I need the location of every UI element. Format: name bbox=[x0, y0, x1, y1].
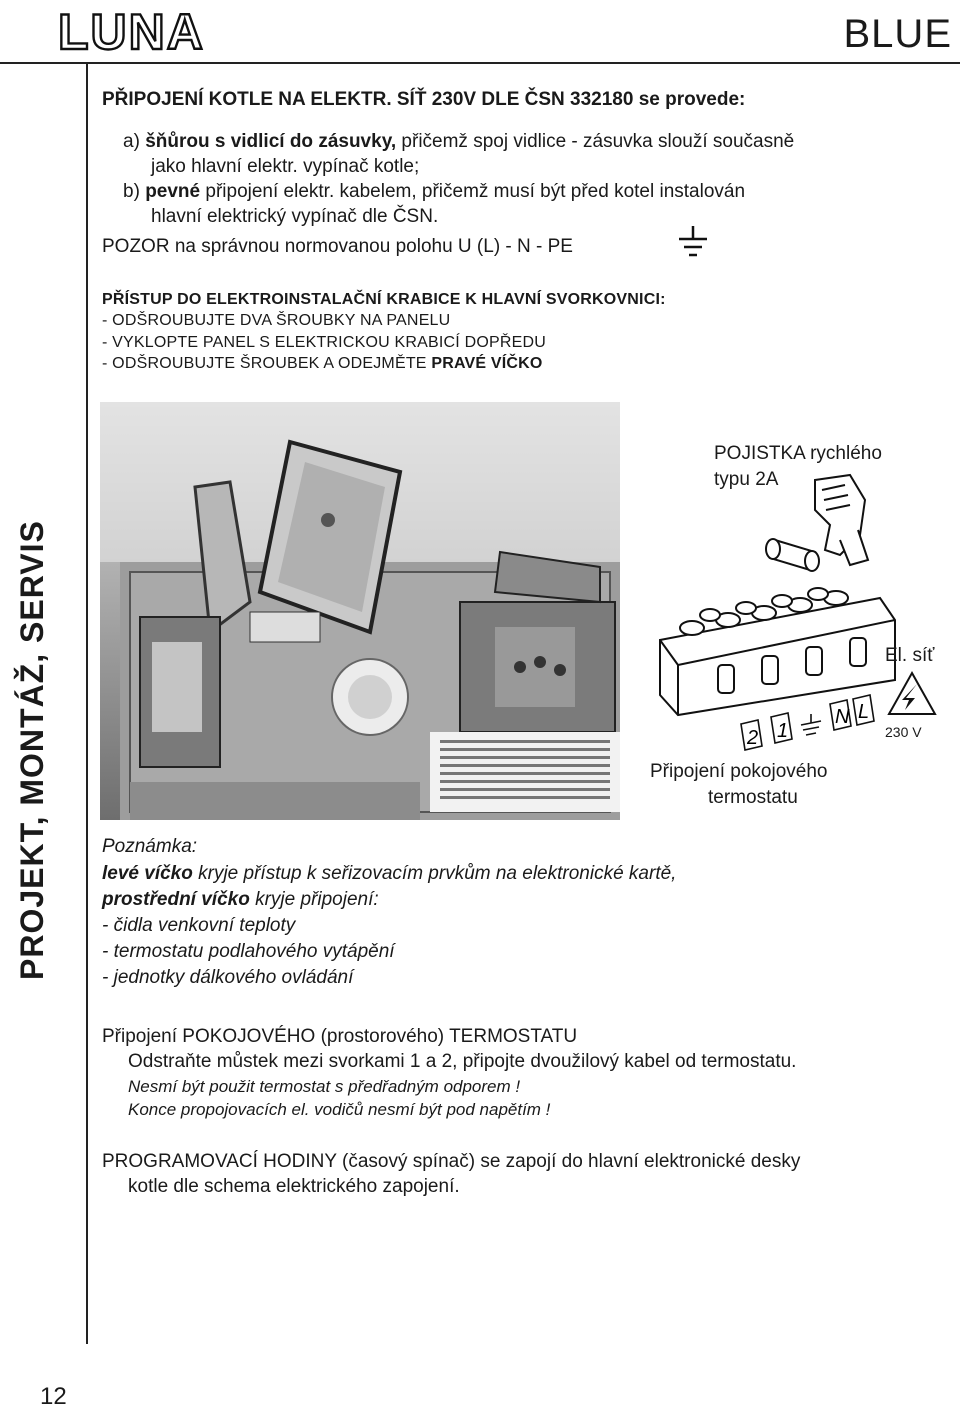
high-voltage-warning-icon bbox=[886, 670, 938, 723]
thermostat-connection-label-line1: Připojení pokojového bbox=[650, 761, 828, 782]
fuse-label-line2: typu 2A bbox=[714, 469, 779, 490]
header-rule bbox=[0, 62, 960, 64]
thermostat-section-title: Připojení POKOJOVÉHO (prostorového) TERMOSTATU bbox=[102, 1026, 578, 1047]
terminal-1: 1 bbox=[777, 720, 789, 742]
option-b: b) pevné připojení elektr. kabelem, přičemž musí být před kotel instalován bbox=[123, 181, 746, 202]
step-1: - ODŠROUBUJTE DVA ŠROUBKY NA PANELU bbox=[102, 312, 451, 329]
step-2: - VYKLOPTE PANEL S ELEKTRICKOU KRABICÍ DOPŘEDU bbox=[102, 334, 546, 351]
option-a-cont: jako hlavní elektr. vypínač kotle; bbox=[151, 156, 420, 177]
note-line-2: prostřední víčko kryje připojení: bbox=[102, 889, 379, 910]
boiler-electrical-box-photo bbox=[100, 402, 620, 820]
series-title: BLUE bbox=[843, 12, 952, 56]
note-item-1: - čidla venkovní teploty bbox=[102, 915, 296, 936]
polarity-warning: POZOR na správnou normovanou polohu U (L) - N - PE bbox=[102, 236, 573, 257]
mains-label: El. síť bbox=[885, 645, 935, 666]
terminal-2: 2 bbox=[747, 727, 759, 749]
thermostat-connection-label-line2: termostatu bbox=[708, 787, 798, 808]
margin-rule bbox=[86, 64, 88, 1344]
option-a: a) šňůrou s vidlicí do zásuvky, přičemž spoj vidlice - zásuvka slouží současně bbox=[123, 131, 795, 152]
terminal-labels bbox=[738, 692, 878, 757]
voltage-label: 230 V bbox=[885, 724, 922, 740]
timer-line-1: PROGRAMOVACÍ HODINY (časový spínač) se zapojí do hlavní elektronické desky bbox=[102, 1151, 801, 1172]
logo-text: LUNA bbox=[58, 4, 205, 60]
page-number: 12 bbox=[40, 1383, 67, 1410]
terminal-n: N bbox=[835, 706, 850, 728]
section1-title: PŘIPOJENÍ KOTLE NA ELEKTR. SÍŤ 230V DLE ČSN 332180 se provede: bbox=[102, 89, 746, 110]
note-item-3: - jednotky dálkového ovládání bbox=[102, 967, 354, 988]
step-3: - ODŠROUBUJTE ŠROUBEK A ODEJMĚTE PRAVÉ VÍČKO bbox=[102, 355, 543, 372]
thermostat-warning-1: Nesmí být použit termostat s předřadným odporem ! bbox=[128, 1077, 521, 1096]
note-line-1: levé víčko kryje přístup k seřizovacím prvkům na elektronické kartě, bbox=[102, 863, 677, 884]
ground-icon bbox=[676, 226, 710, 265]
thermostat-instruction: Odstraňte můstek mezi svorkami 1 a 2, připojte dvoužilový kabel od termostatu. bbox=[128, 1051, 797, 1072]
note-title: Poznámka: bbox=[102, 836, 198, 857]
section2-title: PŘÍSTUP DO ELEKTROINSTALAČNÍ KRABICE K HLAVNÍ SVORKOVNICI: bbox=[102, 291, 666, 308]
note-item-2: - termostatu podlahového vytápění bbox=[102, 941, 395, 962]
fuse-label-line1: POJISTKA rychlého bbox=[714, 443, 882, 464]
terminal-l: L bbox=[858, 701, 870, 723]
thermostat-warning-2: Konce propojovacích el. vodičů nesmí být pod napětím ! bbox=[128, 1100, 551, 1119]
option-b-cont: hlavní elektrický vypínač dle ČSN. bbox=[151, 206, 439, 227]
timer-line-2: kotle dle schema elektrického zapojení. bbox=[128, 1176, 460, 1197]
fuse-icon bbox=[766, 475, 868, 571]
luna-logo bbox=[54, 2, 224, 65]
side-label: PROJEKT, MONTÁŽ, SERVIS bbox=[14, 520, 50, 980]
